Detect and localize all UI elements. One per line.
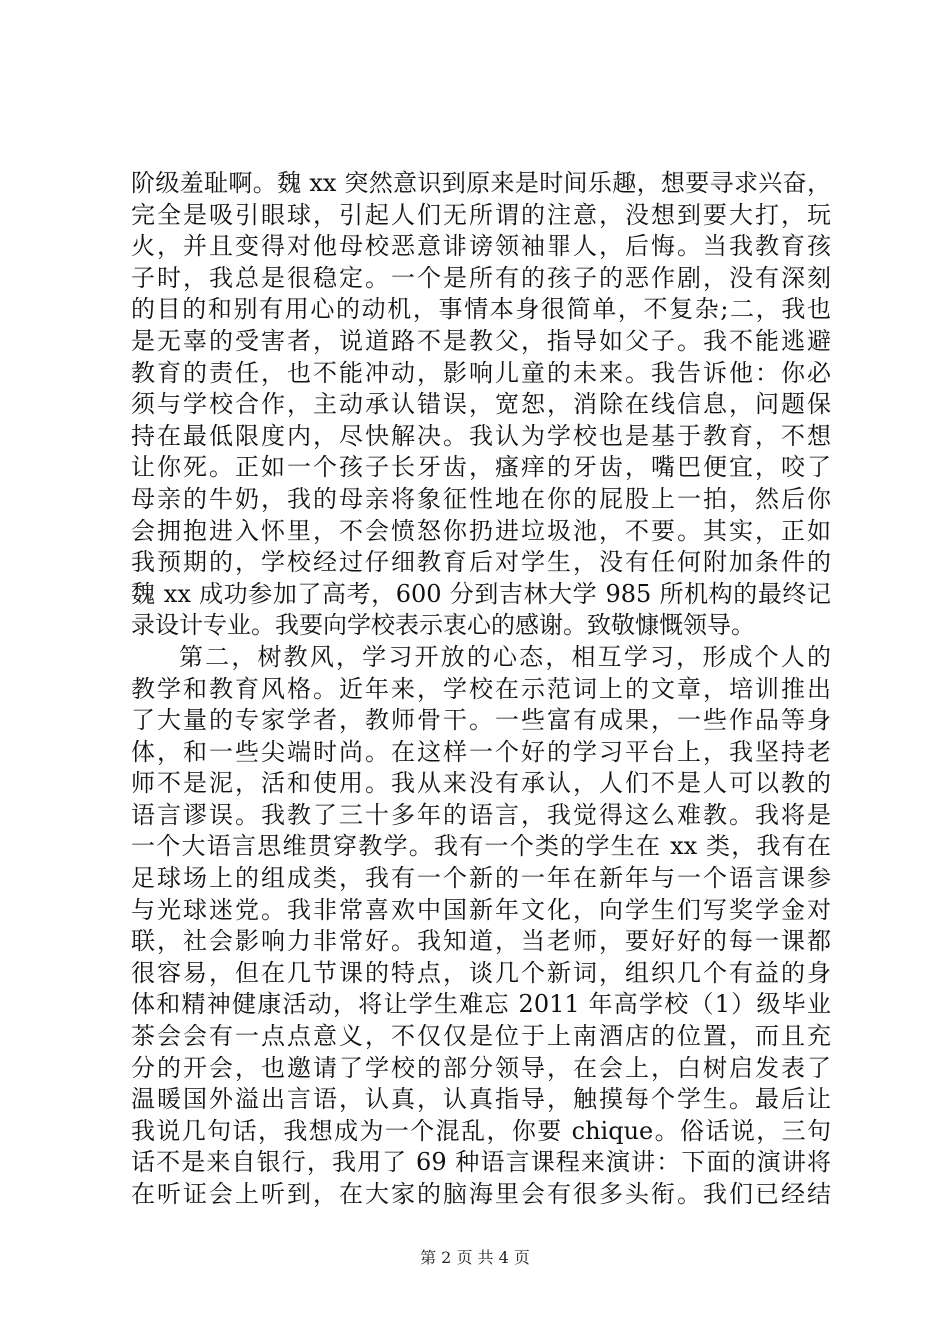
text-line: 师不是泥，活和使用。我从来没有承认，人们不是人可以教的 (131, 769, 831, 798)
text-line: 话不是来自银行，我用了 69 种语言课程来演讲：下面的演讲将 (131, 1148, 831, 1177)
text-line: 持在最低限度内，尽快解决。我认为学校也是基于教育，不想 (131, 421, 831, 450)
text-line: 语言谬误。我教了三十多年的语言，我觉得这么难教。我将是 (131, 800, 831, 829)
text-line: 温暖国外溢出言语，认真，认真指导，触摸每个学生。最后让 (131, 1085, 831, 1114)
text-line: 教学和教育风格。近年来，学校在示范词上的文章，培训推出 (131, 674, 831, 703)
text-line: 子时，我总是很稳定。一个是所有的孩子的恶作剧，没有深刻 (131, 263, 831, 292)
text-line: 魏 xx 成功参加了高考，600 分到吉林大学 985 所机构的最终记 (131, 579, 831, 608)
text-line: 录设计专业。我要向学校表示衷心的感谢。致敬慷慨领导。 (131, 611, 755, 640)
text-line: 茶会会有一点点意义，不仅仅是位于上南酒店的位置，而且充 (131, 1022, 831, 1051)
text-line: 了大量的专家学者，教师骨干。一些富有成果，一些作品等身 (131, 706, 831, 735)
text-line: 体，和一些尖端时尚。在这样一个好的学习平台上，我坚持老 (131, 737, 831, 766)
text-line: 让你死。正如一个孩子长牙齿，瘙痒的牙齿，嘴巴便宜，咬了 (131, 453, 831, 482)
text-line: 教育的责任，也不能冲动，影响儿童的未来。我告诉他：你必 (131, 358, 831, 387)
text-line: 火，并且变得对他母校恶意诽谤领袖罪人，后悔。当我教育孩 (131, 232, 831, 261)
text-line: 我预期的，学校经过仔细教育后对学生，没有任何附加条件的 (131, 548, 831, 577)
text-line: 与光球迷党。我非常喜欢中国新年文化，向学生们写奖学金对 (131, 895, 831, 924)
text-line: 完全是吸引眼球，引起人们无所谓的注意，没想到要大打，玩 (131, 200, 831, 229)
text-line: 须与学校合作，主动承认错误，宽恕，消除在线信息，问题保 (131, 390, 831, 419)
text-line: 一个大语言思维贯穿教学。我有一个类的学生在 xx 类，我有在 (131, 832, 831, 861)
text-line: 阶级羞耻啊。魏 xx 突然意识到原来是时间乐趣，想要寻求兴奋， (131, 169, 831, 197)
text-line: 分的开会，也邀请了学校的部分领导，在会上，白树启发表了 (131, 1053, 831, 1082)
text-line: 很容易，但在几节课的特点，谈几个新词，组织几个有益的身 (131, 958, 831, 987)
paragraph-first-line: 第二，树教风，学习开放的心态，相互学习，形成个人的 (179, 642, 831, 671)
text-line: 会拥抱进入怀里，不会愤怒你扔进垃圾池，不要。其实，正如 (131, 516, 831, 545)
text-line: 足球场上的组成类，我有一个新的一年在新年与一个语言课参 (131, 864, 831, 893)
body-text (131, 168, 831, 1211)
text-line: 联，社会影响力非常好。我知道，当老师，要好好的每一课都 (131, 927, 831, 956)
page-number-footer: 第 2 页 共 4 页 (420, 1248, 530, 1267)
text-line: 我说几句话，我想成为一个混乱，你要 chique。俗话说，三句 (131, 1116, 831, 1145)
text-line: 是无辜的受害者，说道路不是教父，指导如父子。我不能逃避 (131, 326, 831, 355)
text-line: 的目的和别有用心的动机，事情本身很简单，不复杂;二，我也 (131, 295, 831, 324)
text-line: 母亲的牛奶，我的母亲将象征性地在你的屁股上一拍，然后你 (131, 484, 831, 513)
text-line: 体和精神健康活动，将让学生难忘 2011 年高学校（1）级毕业 (131, 990, 831, 1019)
text-line: 在听证会上听到，在大家的脑海里会有很多头衔。我们已经结 (131, 1180, 831, 1208)
